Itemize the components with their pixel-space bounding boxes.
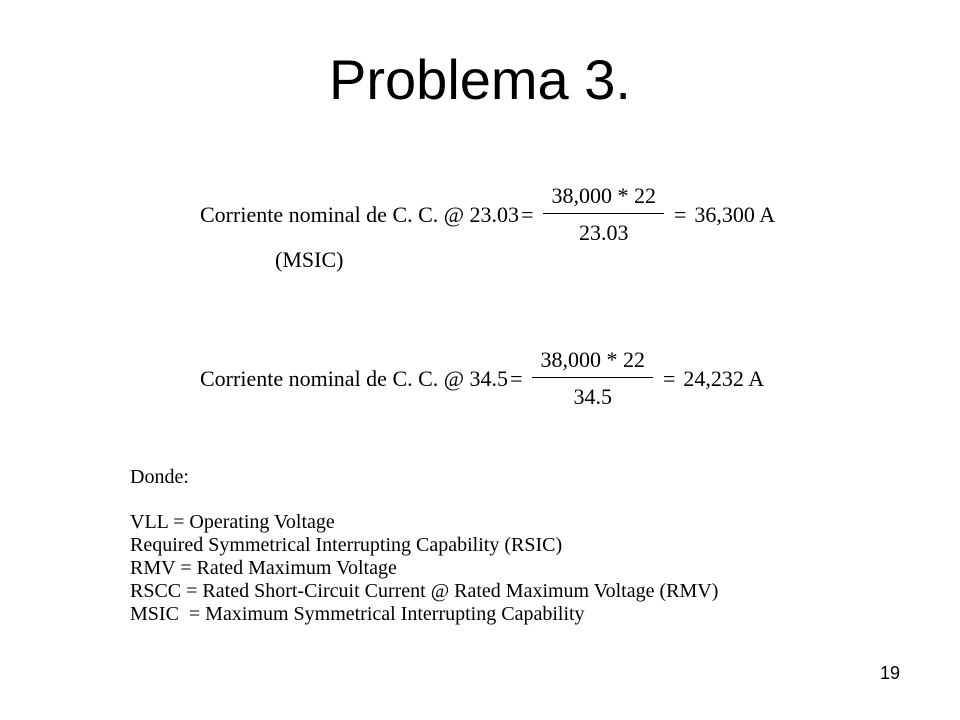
fraction: [532, 347, 653, 410]
equation-34-5: [200, 347, 764, 410]
equals-sign: =: [521, 201, 534, 227]
page-number: 19: [880, 663, 901, 683]
fraction-denominator: 34.5: [573, 384, 612, 409]
equals-sign: =: [662, 365, 676, 391]
definitions-block: [130, 466, 718, 626]
definition-line: MSIC = Maximum Symmetrical Interrupting Capability: [130, 603, 585, 625]
equals-sign: =: [673, 201, 687, 227]
fraction: [543, 183, 664, 246]
definitions-heading: Donde:: [130, 466, 189, 488]
fraction-denominator: 23.03: [578, 220, 629, 245]
definition-line: VLL = Operating Voltage: [130, 511, 335, 533]
fraction-numerator: 38,000 * 22: [532, 347, 653, 378]
equals-sign: =: [510, 365, 523, 391]
equation-lhs: Corriente nominal de C. C. @ 23.03: [200, 201, 520, 227]
slide-title: Problema 3.: [329, 48, 631, 111]
fraction-numerator: 38,000 * 22: [543, 183, 664, 214]
equation-lhs: Corriente nominal de C. C. @ 34.5: [200, 365, 509, 391]
msic-label: (MSIC): [275, 247, 344, 272]
equation-result: 24,232 A: [683, 365, 765, 391]
definition-line: RSCC = Rated Short-Circuit Current @ Rated Maximum Voltage (RMV): [130, 580, 719, 602]
definition-line: RMV = Rated Maximum Voltage: [130, 557, 397, 579]
equation-23-03: [200, 183, 775, 246]
equation-result: 36,300 A: [694, 201, 776, 227]
definition-line: Required Symmetrical Interrupting Capability (RSIC): [130, 534, 563, 556]
